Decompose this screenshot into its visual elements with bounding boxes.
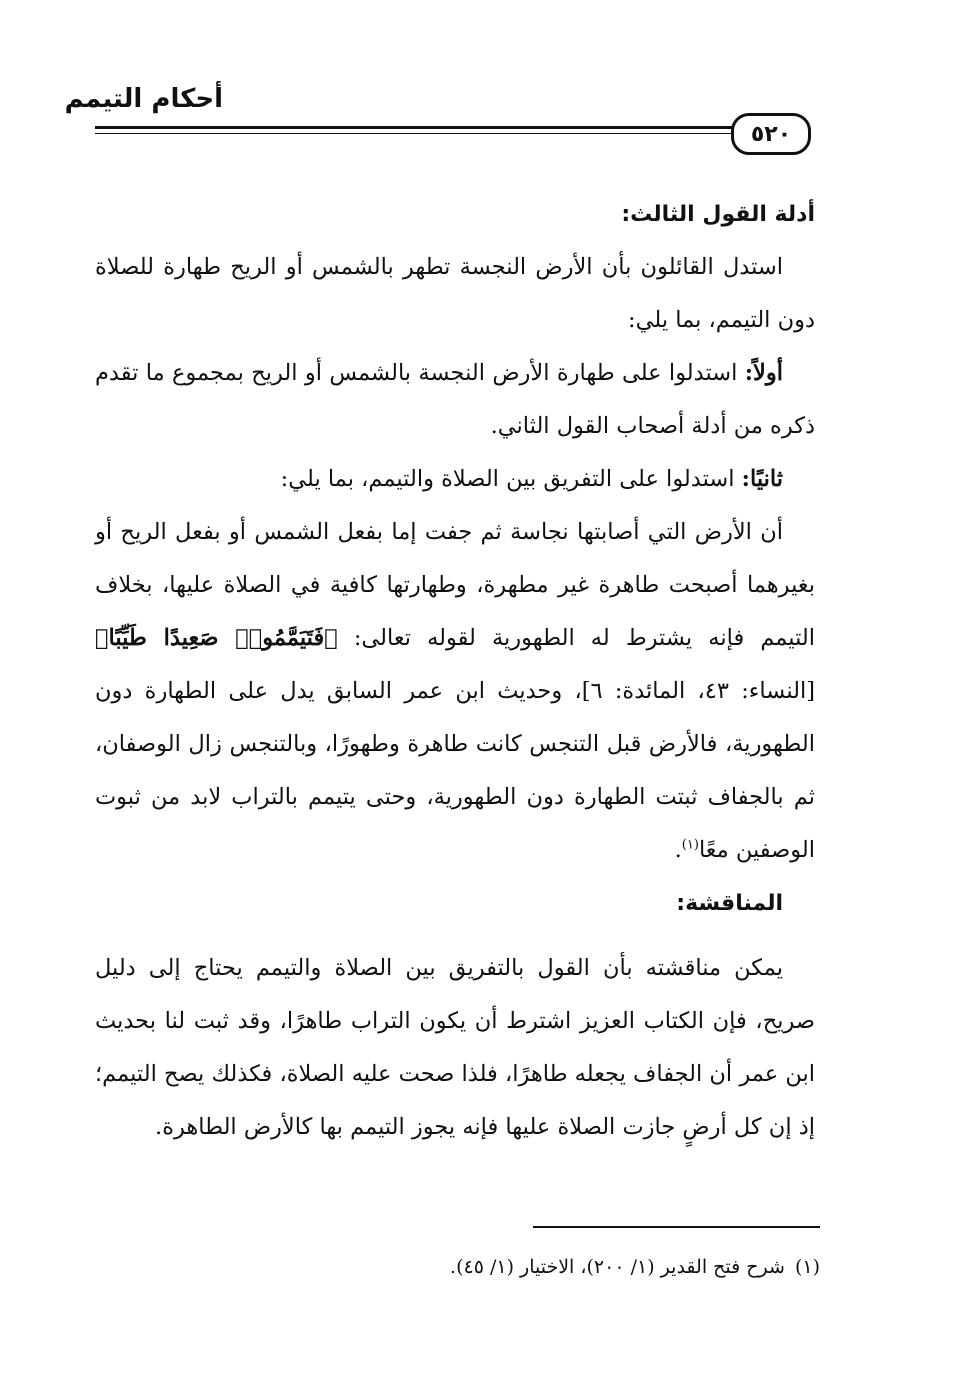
footnote-rule [533,1226,820,1228]
first-point-text: استدلوا على طهارة الأرض النجسة بالشمس أو الريح بمجموع ما تقدم ذكره من أدلة أصحاب القول الثاني. [95,360,815,439]
footnote-text: شرح فتح القدير (١/ ٢٠٠)، الاختيار (١/ ٤٥). [450,1256,785,1278]
discussion-paragraph: يمكن مناقشته بأن القول بالتفريق بين الصلاة والتيمم يحتاج إلى دليل صريح، فإن الكتاب العزيز اشترط أن يكون التراب طاهرًا، وقد ثبت لنا بحديث ابن عمر أن الجفاف يجعله طاهرًا، فلذا صحت عليه الصلاة، فكذلك يصح التيمم؛ إذ إن كل أرضٍ جازت الصلاة عليها فإنه يجوز التيمم بها كالأرض الطاهرة. [95,955,815,1140]
footnote-number: (١) [794,1256,820,1278]
spacer [95,930,815,942]
quran-verse: ﴿فَتَيَمَّمُوا۟ صَعِيدًا طَيِّبًا﴾ [95,625,338,651]
footnote-reference[interactable]: (١) [681,837,699,853]
argument-text-2: [النساء: ٤٣، المائدة: ٦]، وحديث ابن عمر السابق يدل على الطهارة دون الطهورية، فالأرض قبل التنجس كانت طاهرة وطهورًا، وبالتنجس زال الوصفان، ثم بالجفاف ثبتت الطهارة دون الطهورية، وحتى يتيمم بالتراب لابد من ثبوت الوصفين معًا [95,678,815,863]
running-header [64,80,815,160]
argument-paragraph [95,506,815,877]
second-point-label: ثانيًا: [741,466,783,492]
header-rule [95,126,733,129]
section-heading: أدلة القول الثالث: [621,202,815,227]
main-text [95,188,815,1154]
chapter-title: أحكام التيمم [64,84,223,114]
second-point [95,453,815,506]
footnote [140,1252,820,1282]
page-number: ٥٢٠ [731,113,811,155]
argument-text-1: أن الأرض التي أصابتها نجاسة ثم جفت إما بفعل الشمس أو بفعل الريح أو بغيرهما أصبحت طاهرة غير مطهرة، وطهارتها كافية في الصلاة عليها، بخلاف التيمم فإنه يشترط له الطهورية لقوله تعالى: [95,519,815,651]
intro-paragraph: استدل القائلون بأن الأرض النجسة تطهر بالشمس أو الريح طهارة للصلاة دون التيمم، بما يلي: [95,254,815,333]
discussion-heading: المناقشة: [676,891,783,916]
first-point [95,347,815,453]
argument-end: . [674,837,682,863]
header-rule-thin [95,133,733,134]
first-point-label: أولاً: [744,360,783,386]
second-point-text: استدلوا على التفريق بين الصلاة والتيمم، بما يلي: [280,466,735,492]
